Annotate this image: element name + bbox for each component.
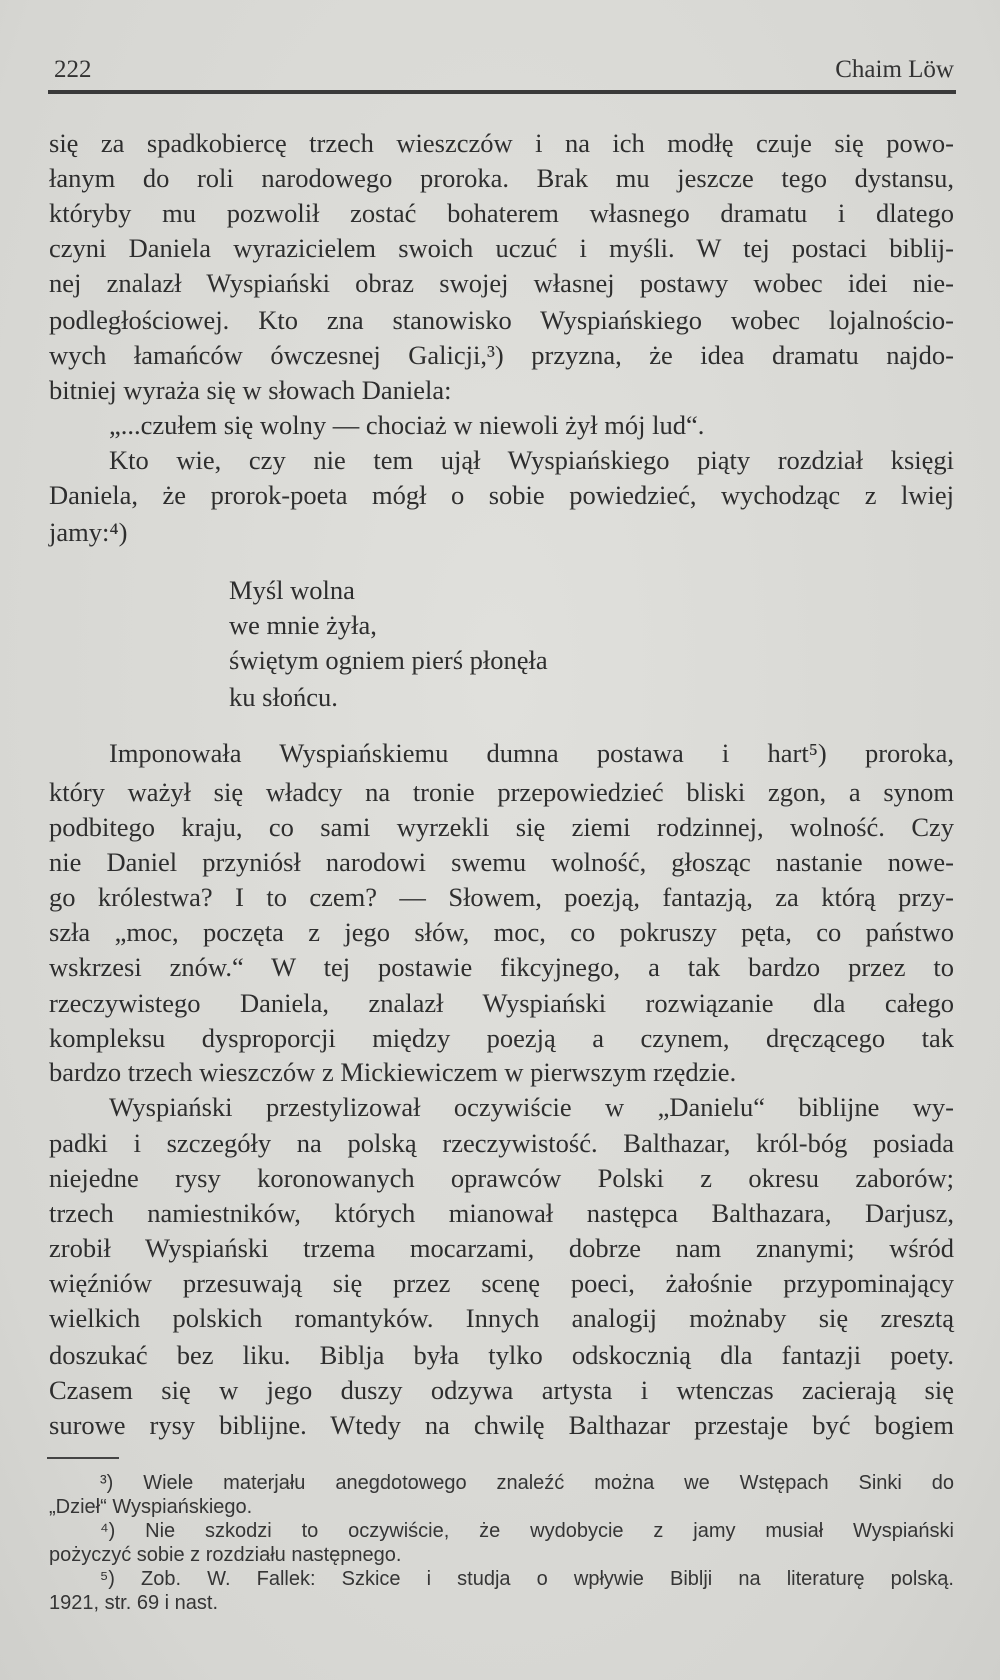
text-line: surowe rysy biblijne. Wtedy na chwilę Balthazar przestaje być bogiem — [49, 1410, 954, 1440]
text-line: padki i szczegóły na polską rzeczywistość. Balthazar, król-bóg posiada — [49, 1128, 954, 1158]
text-line: Daniela, że prorok-poeta mógł o sobie powiedzieć, wychodząc z lwiej — [49, 480, 954, 510]
text-line: jamy:⁴) — [49, 517, 128, 547]
text-line: „...czułem się wolny — chociaż w niewoli żył mój lud“. — [109, 410, 705, 440]
text-line: rzeczywistego Daniela, znalazł Wyspiański rozwiązanie dla całego — [49, 988, 954, 1018]
text-line: bardzo trzech wieszczów z Mickiewiczem w pierwszym rzędzie. — [49, 1057, 737, 1087]
text-line: nej znalazł Wyspiański obraz swojej własnej postawy wobec idei nie- — [49, 268, 954, 298]
text-line: doszukać bez liku. Biblja była tylko odskocznią dla fantazji poety. — [49, 1340, 954, 1370]
text-line: kompleksu dysproporcji między poezją a czynem, dręczącego tak — [49, 1023, 954, 1053]
footnote-line: 1921, str. 69 i nast. — [49, 1592, 218, 1614]
text-line: który ważył się władcy na tronie przepowiedzieć bliski zgon, a synom — [49, 777, 954, 807]
poem-line: świętym ogniem pierś płonęła — [229, 645, 548, 675]
text-line: podbitego kraju, co sami wyrzekli się ziemi rodzinnej, wolność. Czy — [49, 812, 954, 842]
page-number: 222 — [54, 56, 92, 83]
footnote-line: ³) Wiele materjału anegdotowego znaleźć można we Wstępach Sinki do — [100, 1472, 954, 1494]
text-line: któryby mu pozwolił zostać bohaterem własnego dramatu i dlatego — [49, 198, 954, 228]
text-line: Czasem się w jego duszy odzywa artysta i wtenczas zacierają się — [49, 1375, 954, 1405]
poem-line: ku słońcu. — [229, 682, 338, 712]
poem-line: we mnie żyła, — [229, 610, 377, 640]
text-line: go królestwa? I to czem? — Słowem, poezją, fantazją, za którą przy- — [49, 882, 954, 912]
text-line: się za spadkobiercę trzech wieszczów i na ich modłę czuje się powo- — [49, 128, 954, 158]
text-line: Wyspiański przestylizował oczywiście w „Danielu“ biblijne wy- — [109, 1092, 954, 1122]
text-line: czyni Daniela wyrazicielem swoich uczuć i myśli. W tej postaci biblij- — [49, 233, 954, 263]
text-line: wych łamańców ówczesnej Galicji,³) przyzna, że idea dramatu najdo- — [49, 340, 954, 370]
text-line: łanym do roli narodowego proroka. Brak mu jeszcze tego dystansu, — [49, 163, 954, 193]
text-line: zrobił Wyspiański trzema mocarzami, dobrze nam znanymi; wśród — [49, 1233, 954, 1263]
footnote-rule — [47, 1457, 119, 1459]
text-line: nie Daniel przyniósł narodowi swemu wolność, głosząc nastanie nowe- — [49, 847, 954, 877]
running-head: Chaim Löw — [835, 56, 954, 83]
text-line: podległościowej. Kto zna stanowisko Wyspiańskiego wobec lojalnościo- — [49, 305, 954, 335]
footnote-line: ⁴) Nie szkodzi to oczywiście, że wydobycie z jamy musiał Wyspiański — [100, 1520, 954, 1542]
header-rule — [48, 90, 956, 94]
text-line: bitniej wyraża się w słowach Daniela: — [49, 375, 452, 405]
footnote-line: „Dzieł“ Wyspiańskiego. — [49, 1496, 253, 1518]
footnote-line: ⁵) Zob. W. Fallek: Szkice i studja o wpływie Biblji na literaturę polską. — [100, 1568, 954, 1590]
text-line: więźniów przesuwają się przez scenę poeci, żałośnie przypominający — [49, 1268, 954, 1298]
text-line: trzech namiestników, których mianował następca Balthazara, Darjusz, — [49, 1198, 954, 1228]
poem-line: Myśl wolna — [229, 575, 355, 605]
text-line: Kto wie, czy nie tem ujął Wyspiańskiego piąty rozdział księgi — [109, 445, 954, 475]
footnote-line: pożyczyć sobie z rozdziału następnego. — [49, 1544, 402, 1566]
text-line: niejedne rysy koronowanych oprawców Polski z okresu zaborów; — [49, 1163, 954, 1193]
text-line: szła „moc, poczęta z jego słów, moc, co pokruszy pęta, co państwo — [49, 917, 954, 947]
text-line: wielkich polskich romantyków. Innych analogij możnaby się zresztą — [49, 1303, 954, 1333]
text-line: Imponowała Wyspiańskiemu dumna postawa i hart⁵) proroka, — [109, 738, 954, 768]
text-line: wskrzesi znów.“ W tej postawie fikcyjnego, a tak bardzo przez to — [49, 952, 954, 982]
